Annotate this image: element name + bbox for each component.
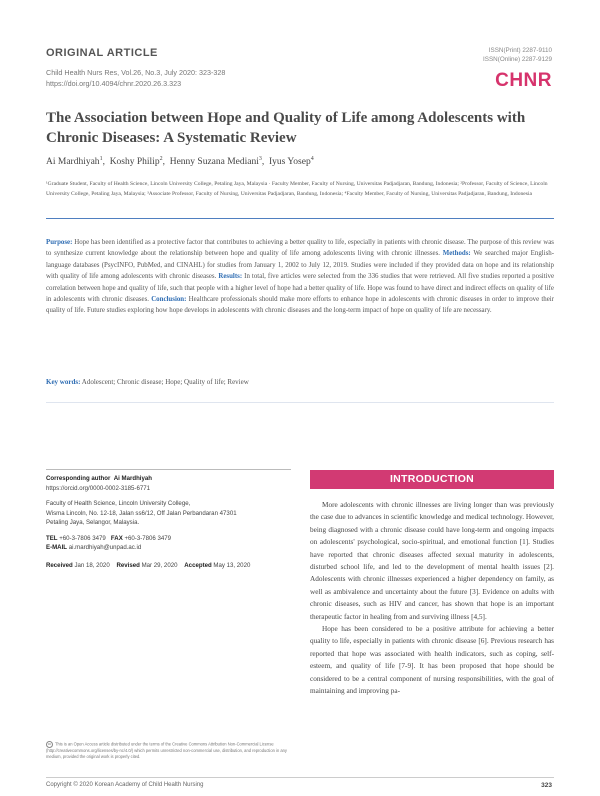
- keywords: [46, 378, 249, 386]
- author-affiliation-mark: 2: [159, 156, 163, 162]
- accepted-label: Accepted: [184, 561, 212, 569]
- page-number: 323: [541, 782, 552, 789]
- introduction-paragraph: More adolescents with chronic illnesses are living longer than was previously the case due to advances in scientific knowledge and medical technology. However, being diagnosed with a chronic disease could have long-term and ongoing impacts on adolescents' psychological, socio-spiritual, and emotional function [1]. Studies have reported that chronic diseases affected sexual maturity in adolescents, disturbed school life, and led to the development of mental health issues [2]. Adolescents with chronic illnesses experienced a higher dependency on family, as well as ambivalence and uncertainty about the future [3]. Evidence on adults with chronic diseases, such as HIV and cancer, has shown that hope is an important therapeutic factor in healing from and surviving illness [4,5].: [310, 501, 554, 621]
- issn-print: ISSN(Print) 2287-9110: [488, 47, 552, 54]
- revised-label: Revised: [116, 561, 140, 569]
- tel-label: TEL: [46, 534, 58, 542]
- author-name: Iyus Yosep: [269, 157, 311, 168]
- keywords-label: Key words:: [46, 378, 81, 386]
- accepted-date: May 13, 2020: [213, 561, 251, 569]
- address-line: Wisma Lincoln, No. 12-18, Jalan ss6/12, Off Jalan Perbandaran 47301: [46, 509, 237, 517]
- introduction-paragraph: Hope has been considered to be a positive attribute for achieving a better quality to life, especially in patients with chronic disease [6]. Previous research has reported that hope was associated with health indicators, such as coping, self-esteem, and quality of life [7-9]. It has been proposed that hope should be considered to be a central component of nursing responsibilities, with the goal of maintaining and improving pa-: [310, 625, 554, 696]
- received-date: Jan 18, 2020: [74, 561, 110, 569]
- article-title: The Association between Hope and Quality of Life among Adolescents with Chronic Diseases: A Systematic Review: [46, 110, 526, 146]
- author-name: Koshy Philip: [109, 157, 160, 168]
- license-notice: [46, 741, 291, 760]
- introduction-body: [310, 499, 554, 698]
- address-line: Faculty of Health Science, Lincoln University College,: [46, 500, 191, 507]
- footer-copyright: Copyright © 2020 Korean Academy of Child Health Nursing: [46, 782, 204, 788]
- journal-logo: CHNR: [495, 70, 552, 91]
- abstract-results-label: Results:: [218, 273, 243, 281]
- fax-label: FAX: [110, 534, 123, 542]
- abstract-methods-label: Methods:: [442, 250, 471, 258]
- corresponding-author-label: Corresponding author: [46, 475, 111, 482]
- open-access-icon: cc: [47, 742, 52, 746]
- tel-value: +60-3-7806 3479: [59, 534, 106, 542]
- author-name: Ai Mardhiyah: [46, 157, 100, 168]
- email-label: E-MAIL: [46, 544, 67, 551]
- affiliations: ¹Graduate Student, Faculty of Health Science, Lincoln University College, Petaling Jaya, Malaysia · Faculty Member, Faculty of Nursing, Universitas Padjadjaran, Bandung, Indonesia; ²Professor, Faculty of Science, Lincoln University College, Petaling Jaya, Malaysia; ³Associate Professor, Faculty of Nursing, Universitas Padjadjaran, Bandung, Indonesia; ⁴Faculty Member, Faculty of Nursing, Universitas Padjadjaran, Bandung, Indonesia: [46, 181, 548, 197]
- journal-citation: Child Health Nurs Res, Vol.26, No.3, July 2020: 323-328: [46, 68, 226, 77]
- abstract-methods: We searched major English-language databases (PsycINFO, PubMed, and CINAHL) for studies from January 1, 2002 to July 12, 2019. Studies were included if they provided data on hope and its relationship with quality of life among adolescents with chronic diseases.: [46, 250, 555, 281]
- introduction-heading: INTRODUCTION: [310, 470, 554, 489]
- revised-date: Mar 29, 2020: [141, 561, 178, 569]
- abstract-conclusion: Healthcare professionals should make more efforts to enhance hope in adolescents with chronic diseases in order to improve their quality of life. Future studies exploring how hope develops in adolescents with chronic diseases and the long-term impact of hope on quality of life are necessary.: [46, 296, 554, 315]
- article-type-label: ORIGINAL ARTICLE: [46, 47, 158, 59]
- keywords-text: Adolescent; Chronic disease; Hope; Quality of life; Review: [81, 378, 249, 386]
- author-list: Ai Mardhiyah$^1$, Koshy Philip$^2$, Henny Suzana Mediani$^3$, Iyus Yosep$^4$: [46, 156, 314, 168]
- author-affiliation-mark: 1: [99, 156, 103, 162]
- abstract-purpose-label: Purpose:: [46, 239, 73, 246]
- divider: [46, 218, 554, 219]
- license-text: This is an Open Access article distributed under the terms of the Creative Commons Attribution Non-Commercial License (http://creativecommons.org/licenses/by-nc/4.0/) which permits unrestricted non-commercial use, distribution, and reproduction in any medium, provided the original work is properly cited.: [46, 741, 287, 759]
- orcid-link[interactable]: https://orcid.org/0000-0002-3185-6771: [46, 484, 151, 492]
- author-affiliation-mark: 3: [258, 156, 262, 162]
- abstract-results: In total, five articles were selected from the 336 studies that were retrieved. All five studies reported a positive correlation between hope and quality of life, such that people with a higher level of hope had a better quality of life. Hope was found to have direct and indirect effects on quality of life in adolescents with chronic diseases.: [46, 273, 555, 304]
- doi-link[interactable]: https://doi.org/10.4094/chnr.2020.26.3.323: [46, 79, 182, 88]
- issn-online: ISSN(Online) 2287-9129: [483, 56, 552, 63]
- author-affiliation-mark: 4: [310, 156, 314, 162]
- abstract-conclusion-label: Conclusion:: [151, 296, 187, 304]
- email-link[interactable]: ai.mardhiyah@unpad.ac.id: [68, 544, 142, 551]
- corresponding-author-name: Ai Mardhiyah: [113, 475, 152, 482]
- abstract-purpose: Hope has been identified as a protective factor that contributes to achieving a better quality to life, especially in patients with chronic disease. The purpose of this review was to synthesize current knowledge about the relationship between hope and quality of life among adolescents living with chronic illnesses.: [46, 239, 554, 258]
- abstract: [46, 237, 554, 317]
- fax-value: +60-3-7806 3479: [124, 534, 172, 542]
- divider: [46, 777, 554, 778]
- author-name: Henny Suzana Mediani: [169, 157, 259, 168]
- address-line: Petaling Jaya, Selangor, Malaysia.: [46, 519, 140, 526]
- correspondence-block: [46, 474, 291, 576]
- divider: [46, 469, 291, 470]
- received-label: Received: [46, 561, 73, 569]
- divider: [46, 402, 554, 403]
